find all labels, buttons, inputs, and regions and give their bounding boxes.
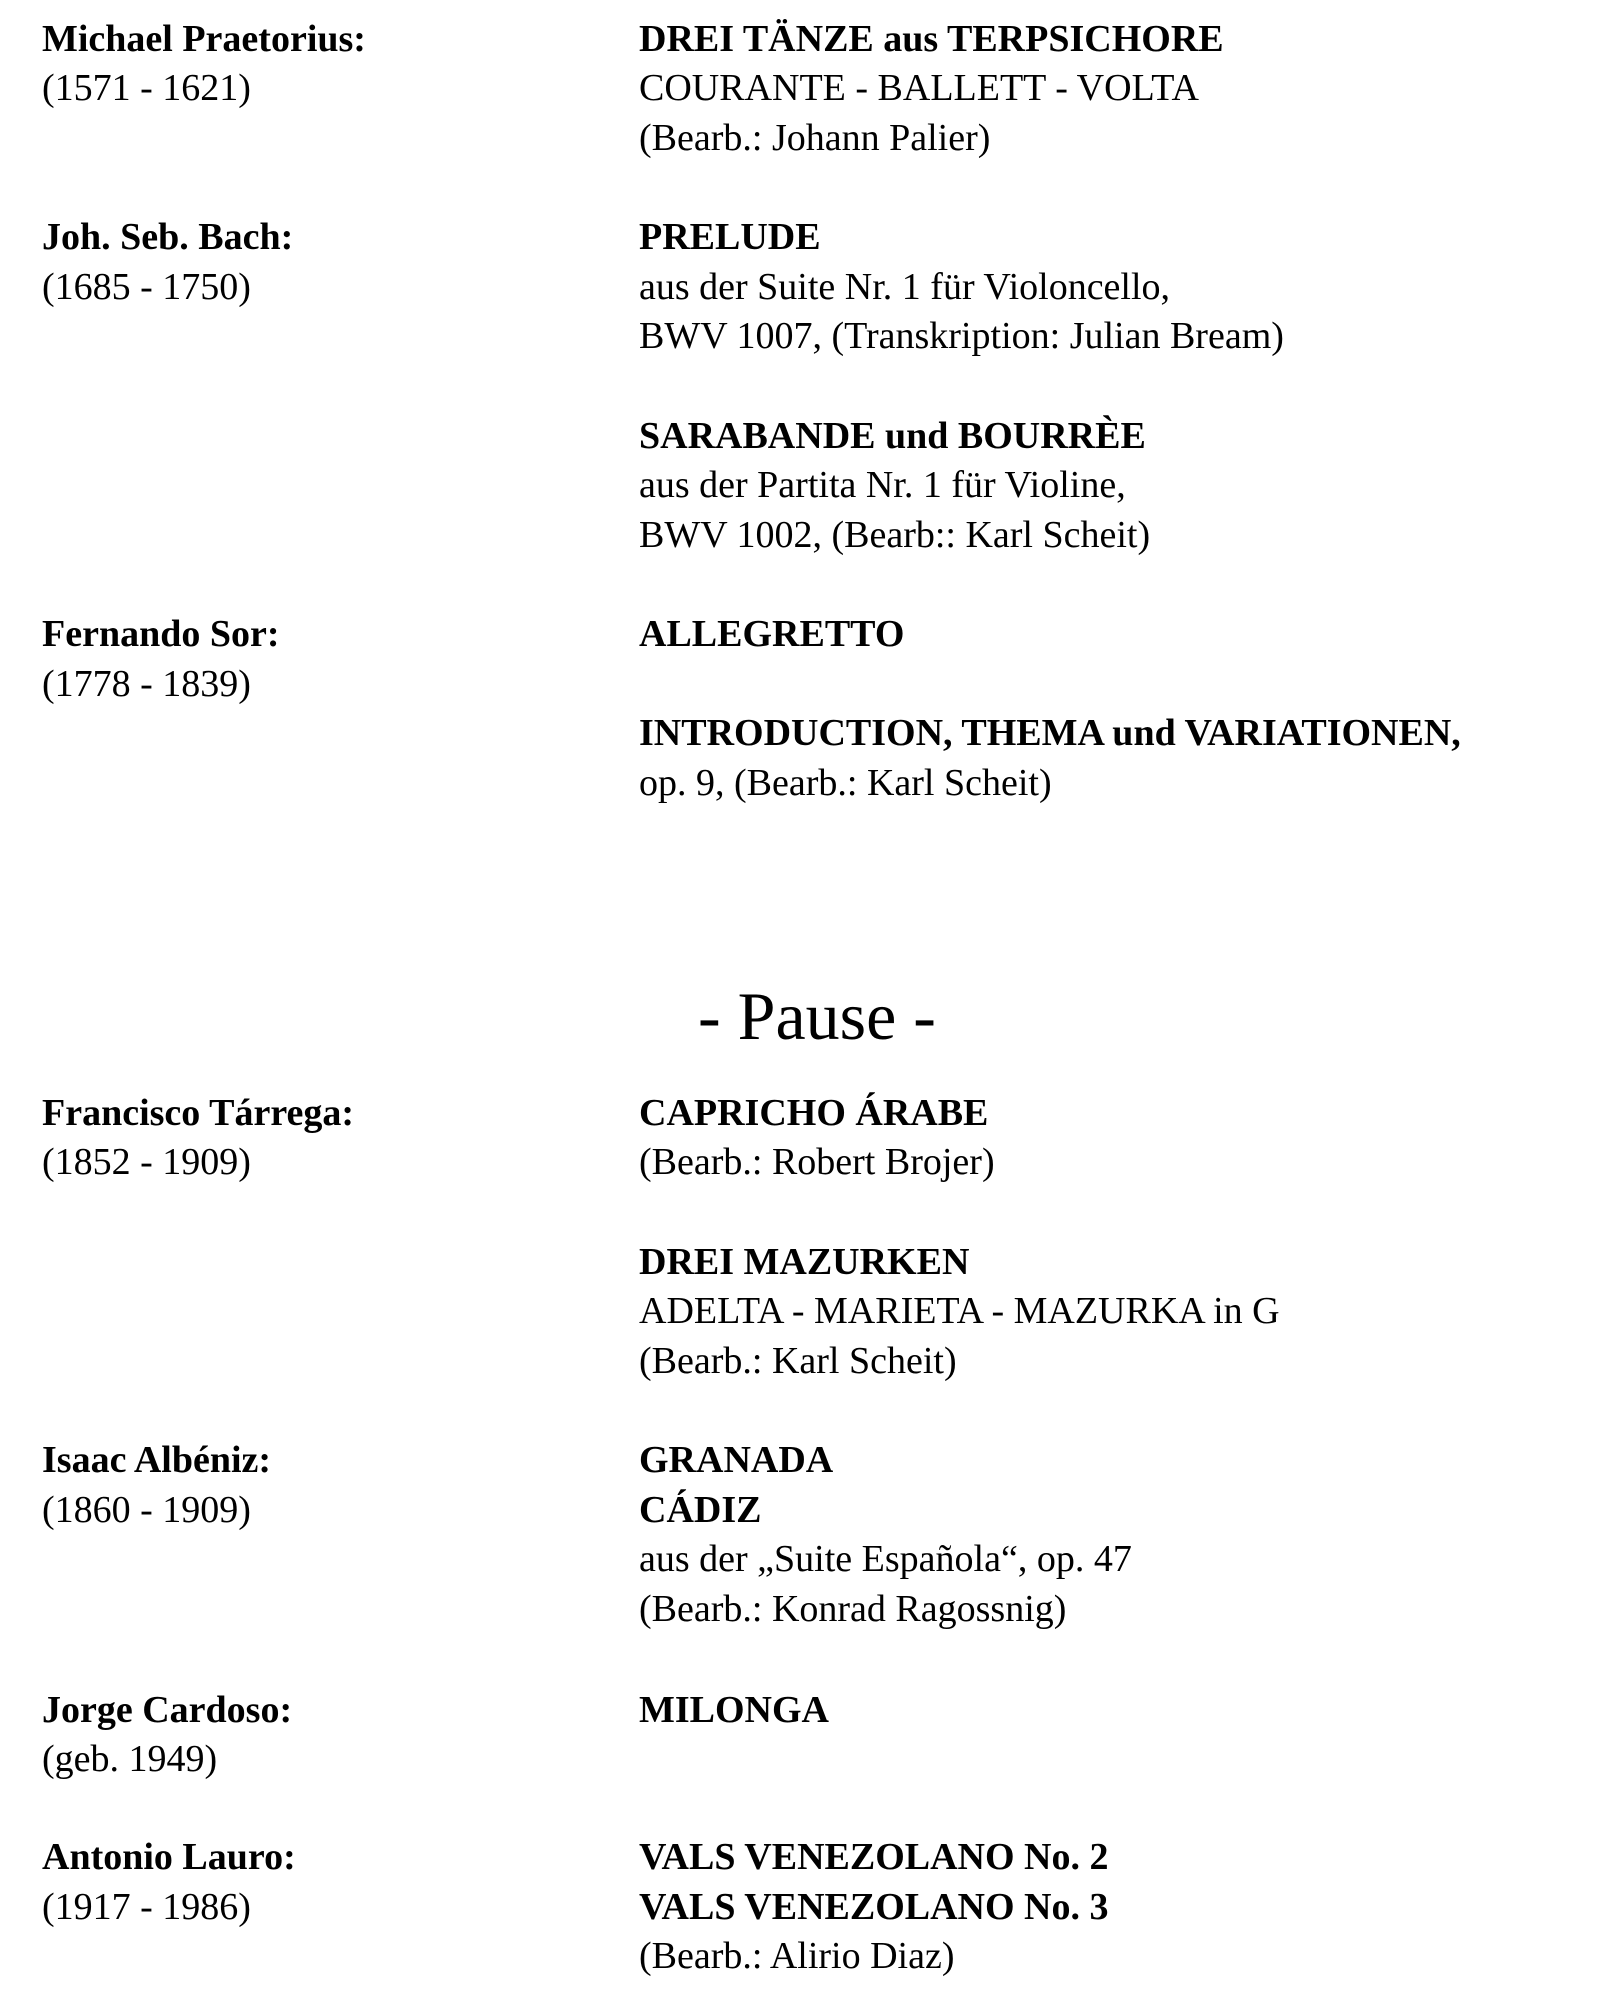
composer-dates: (1860 - 1909) — [42, 1489, 251, 1531]
composer-name: Francisco Tárrega: — [42, 1092, 355, 1134]
work-arranger: (Bearb.: Alirio Diaz) — [639, 1935, 955, 1977]
work-title: SARABANDE und BOURRÈE — [639, 415, 1146, 457]
work-detail: aus der Suite Nr. 1 für Violoncello, — [639, 266, 1171, 308]
work-arranger: (Bearb.: Konrad Ragossnig) — [639, 1588, 1067, 1630]
composer-name: Jorge Cardoso: — [42, 1689, 293, 1731]
work-title: VALS VENEZOLANO No. 2 — [639, 1836, 1109, 1878]
work-arranger: BWV 1002, (Bearb:: Karl Scheit) — [639, 514, 1151, 556]
work-title: CÁDIZ — [639, 1489, 762, 1531]
work-title: VALS VENEZOLANO No. 3 — [639, 1886, 1109, 1928]
work-arranger: (Bearb.: Karl Scheit) — [639, 1340, 957, 1382]
work-detail: aus der „Suite Española“, op. 47 — [639, 1538, 1132, 1580]
work-title: MILONGA — [639, 1689, 829, 1731]
composer-dates: (geb. 1949) — [42, 1738, 218, 1780]
work-title: PRELUDE — [639, 216, 821, 258]
composer-dates: (1571 - 1621) — [42, 67, 251, 109]
work-title: GRANADA — [639, 1439, 834, 1481]
composer-name: Antonio Lauro: — [42, 1836, 296, 1878]
work-arranger: op. 9, (Bearb.: Karl Scheit) — [639, 762, 1052, 804]
work-arranger: BWV 1007, (Transkription: Julian Bream) — [639, 315, 1284, 357]
work-arranger: (Bearb.: Robert Brojer) — [639, 1141, 995, 1183]
composer-dates: (1685 - 1750) — [42, 266, 251, 308]
composer-dates: (1852 - 1909) — [42, 1141, 251, 1183]
composer-dates: (1778 - 1839) — [42, 663, 251, 705]
pause-heading: - Pause - — [698, 978, 936, 1054]
work-detail: aus der Partita Nr. 1 für Violine, — [639, 464, 1126, 506]
composer-name: Michael Praetorius: — [42, 18, 366, 60]
work-arranger: (Bearb.: Johann Palier) — [639, 117, 991, 159]
work-title: DREI MAZURKEN — [639, 1241, 970, 1283]
work-title: INTRODUCTION, THEMA und VARIATIONEN, — [639, 712, 1461, 754]
work-detail: ADELTA - MARIETA - MAZURKA in G — [639, 1290, 1280, 1332]
work-detail: COURANTE - BALLETT - VOLTA — [639, 67, 1199, 109]
work-title: DREI TÄNZE aus TERPSICHORE — [639, 18, 1224, 60]
work-title: ALLEGRETTO — [639, 613, 905, 655]
composer-name: Fernando Sor: — [42, 613, 280, 655]
composer-dates: (1917 - 1986) — [42, 1886, 251, 1928]
composer-name: Isaac Albéniz: — [42, 1439, 272, 1481]
composer-name: Joh. Seb. Bach: — [42, 216, 294, 258]
work-title: CAPRICHO ÁRABE — [639, 1092, 989, 1134]
